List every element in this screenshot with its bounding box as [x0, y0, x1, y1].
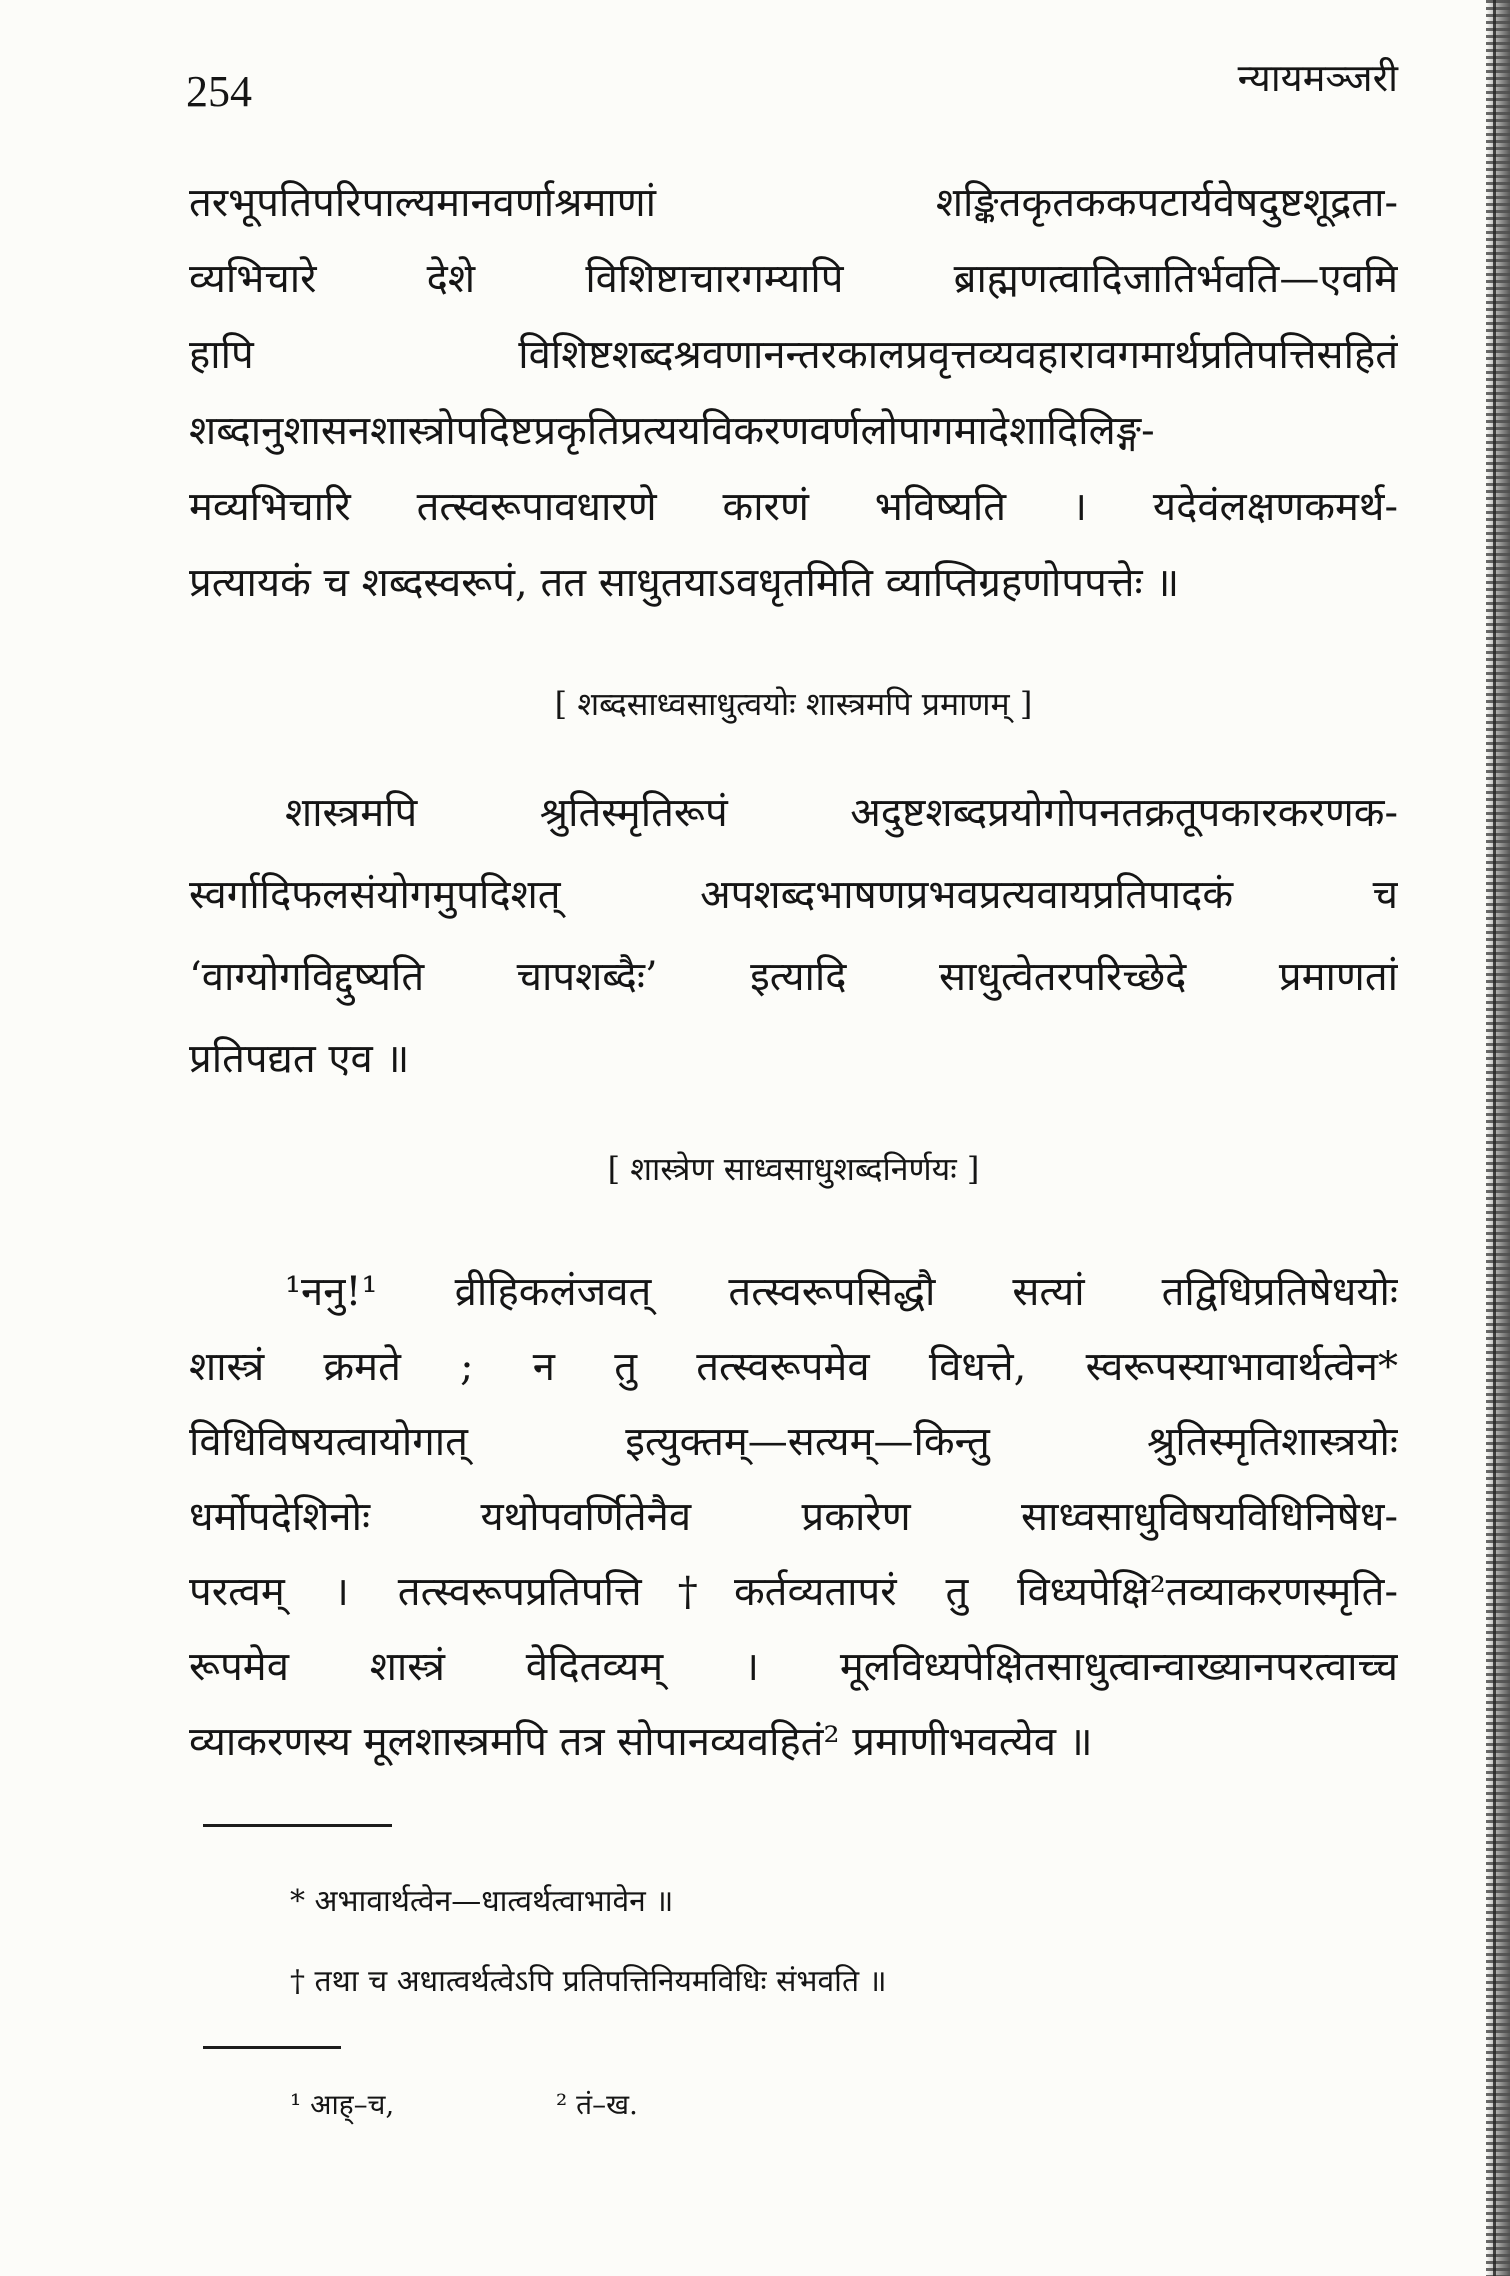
paragraph: [189, 1255, 1398, 1780]
section-heading: [ शास्त्रेण साध्वसाधुशब्दनिर्णयः ]: [607, 1150, 980, 1188]
footnote-rule: [203, 2046, 341, 2049]
scan-edge-line: [1493, 0, 1496, 2276]
text-line: विधिविषयत्वायोगात् इत्युक्तम्—सत्यम्—किन्तु श्रुतिस्मृतिशास्त्रयोः: [189, 1419, 1398, 1465]
text-line: परत्वम् । तत्स्वरूपप्रतिपत्ति†कर्तव्यतापरं तु विध्यपेक्षि²तव्याकरणस्मृति-: [189, 1569, 1398, 1615]
variant-footnote: ¹ आह्–च,: [290, 2088, 395, 2121]
text-line: हापि विशिष्टशब्दश्रवणानन्तरकालप्रवृत्तव्यवहारावगमार्थप्रतिपत्तिसहितं: [189, 332, 1398, 378]
variant-footnote: ² तं–ख.: [556, 2088, 638, 2121]
footnote: * अभावार्थत्वेन—धात्वर्थत्वाभावेन ॥: [290, 1884, 674, 1919]
text-line: स्वर्गादिफलसंयोगमुपदिशत् अपशब्दभाषणप्रभवप्रत्यवायप्रतिपादकं च: [189, 872, 1398, 918]
section-heading: [ शब्दसाध्वसाधुत्वयोः शास्त्रमपि प्रमाणम् ]: [554, 685, 1033, 723]
page-number: 254: [186, 67, 252, 116]
paragraph: [189, 165, 1398, 621]
text-line: शब्दानुशासनशास्त्रोपदिष्टप्रकृतिप्रत्ययविकरणवर्णलोपागमादेशादिलिङ्ग-: [189, 408, 1155, 454]
text-line: ‘वाग्योगविद्दुष्यति चापशब्दैः’ इत्यादि साधुत्वेतरपरिच्छेदे प्रमाणतां: [189, 954, 1398, 1000]
text-line: ¹ननु!¹ व्रीहिकलंजवत् तत्स्वरूपसिद्धौ सत्यां तद्विधिप्रतिषेधयोः: [285, 1269, 1398, 1315]
text-line: प्रत्यायकं च शब्दस्वरूपं, तत साधुतयाऽवधृतमिति व्याप्तिग्रहणोपपत्तेः ॥: [189, 560, 1180, 606]
footnote-list: [290, 1862, 1390, 2022]
text-line: धर्मोपदेशिनोः यथोपवर्णितेनैव प्रकारेण साध्वसाधुविषयविधिनिषेध-: [189, 1494, 1398, 1540]
paragraph: [189, 772, 1398, 1100]
text-line: व्याकरणस्य मूलशास्त्रमपि तत्र सोपानव्यवहितं² प्रमाणीभवत्येव ॥: [189, 1719, 1093, 1765]
footnote: † तथा च अधात्वर्थत्वेऽपि प्रतिपत्तिनियमविधिः संभवति ॥: [290, 1964, 887, 1999]
text-line: व्यभिचारे देशे विशिष्टाचारगम्यापि ब्राह्मणत्वादिजातिर्भवति—एवमि: [189, 256, 1398, 302]
text-line: शास्त्रं क्रमते ; न तु तत्स्वरूपमेव विधत्ते, स्वरूपस्याभावार्थत्वेन*: [189, 1344, 1398, 1390]
text-line: शास्त्रमपि श्रुतिस्मृतिरूपं अदुष्टशब्दप्रयोगोपनतक्रतूपकारकरणक-: [285, 790, 1398, 836]
text-line: रूपमेव शास्त्रं वेदितव्यम् । मूलविध्यपेक्षितसाधुत्वान्वाख्यानपरत्वाच्च: [189, 1644, 1398, 1690]
running-head: न्यायमञ्जरी: [1237, 56, 1398, 100]
text-line: मव्यभिचारि तत्स्वरूपावधारणे कारणं भविष्यति । यदेवंलक्षणकमर्थ-: [189, 484, 1398, 530]
footnote-rule: [203, 1824, 392, 1827]
text-line: तरभूपतिपरिपाल्यमानवर्णाश्रमाणां शङ्कितकृतककपटार्यवेषदुष्टशूद्रता-: [189, 180, 1398, 226]
scan-edge-shadow: [1486, 0, 1510, 2276]
text-line: प्रतिपद्यत एव ॥: [189, 1036, 410, 1082]
